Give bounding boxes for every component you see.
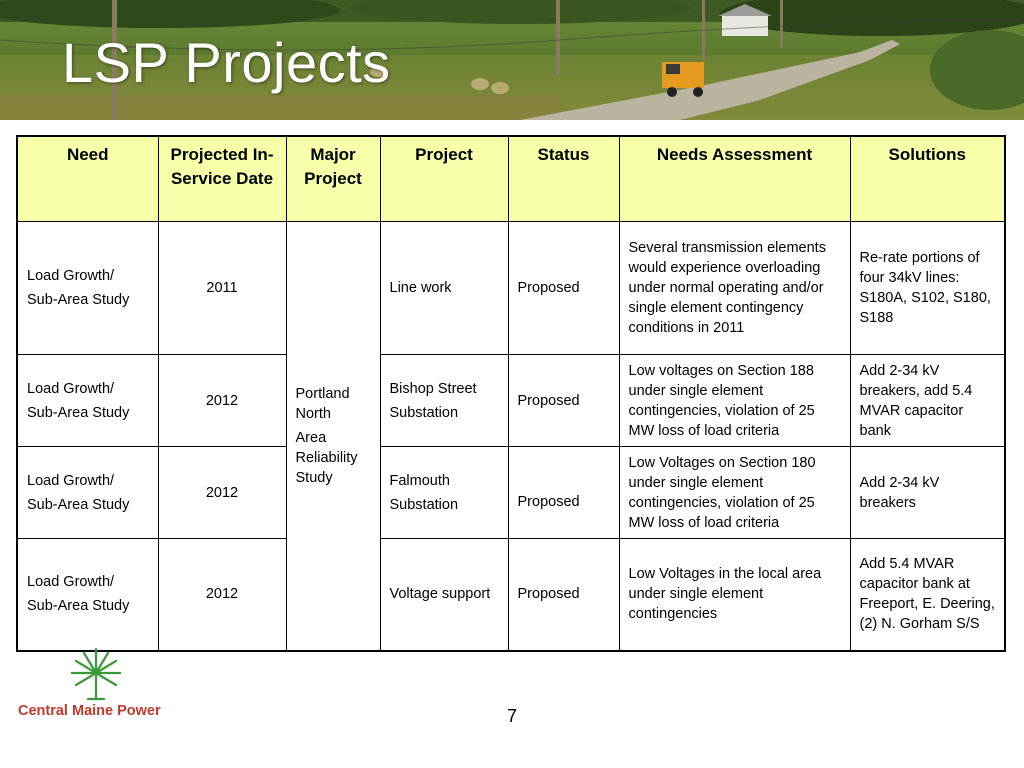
cell-project: [380, 539, 508, 651]
need-line2: Sub-Area Study: [27, 598, 130, 615]
need-line1: Load Growth/: [27, 574, 115, 591]
cell-needs-assessment: Low Voltages in the local area under single element contingencies: [619, 539, 850, 651]
cell-status: Proposed: [508, 539, 619, 651]
header-status: Status: [508, 136, 619, 222]
project-line1: Voltage support: [389, 586, 491, 603]
cell-project: [380, 447, 508, 539]
central-maine-power-logo: [18, 645, 183, 725]
cell-solutions: Add 2-34 kV breakers, add 5.4 MVAR capacitor bank: [850, 355, 1005, 447]
need-line2: Sub-Area Study: [27, 404, 130, 421]
cell-date: 2012: [158, 355, 286, 447]
cell-solutions: Re-rate portions of four 34kV lines: S180A, S102, S180, S188: [850, 222, 1005, 355]
need-line1: Load Growth/: [27, 472, 115, 489]
need-line1: Load Growth/: [27, 380, 115, 397]
cell-project: [380, 222, 508, 355]
cell-need: [17, 447, 158, 539]
cell-status: Proposed: [508, 222, 619, 355]
cell-solutions: Add 2-34 kV breakers: [850, 447, 1005, 539]
header-project: Project: [380, 136, 508, 222]
cell-major-project: [286, 222, 380, 651]
cell-project: [380, 355, 508, 447]
table-header-row: [17, 136, 1005, 222]
cell-date: 2011: [158, 222, 286, 355]
project-line1: Bishop Street: [389, 380, 477, 397]
cell-need: [17, 222, 158, 355]
cell-need: [17, 355, 158, 447]
cell-status: Proposed: [508, 355, 619, 447]
need-line2: Sub-Area Study: [27, 496, 130, 513]
cell-status: Proposed: [508, 447, 619, 539]
header-projected-date: Projected In-Service Date: [158, 136, 286, 222]
pine-tree-icon: [18, 645, 183, 703]
project-line2: Substation: [389, 496, 459, 513]
lsp-projects-table: [16, 135, 1006, 652]
logo-company-name: Central Maine Power: [18, 703, 161, 719]
cell-needs-assessment: Low Voltages on Section 180 under single element contingencies, violation of 25 MW loss of load criteria: [619, 447, 850, 539]
cell-need: [17, 539, 158, 651]
cell-date: 2012: [158, 447, 286, 539]
header-solutions: Solutions: [850, 136, 1005, 222]
need-line2: Sub-Area Study: [27, 292, 130, 308]
major-project-line1: Portland North: [295, 385, 350, 422]
cell-needs-assessment: Low voltages on Section 188 under single element contingencies, violation of 25 MW loss of load criteria: [619, 355, 850, 447]
header-need: Need: [17, 136, 158, 222]
table-row: [17, 355, 1005, 447]
project-line1: Line work: [389, 280, 452, 296]
slide-title: LSP Projects: [62, 31, 391, 94]
project-line2: Substation: [389, 404, 459, 421]
cell-solutions: Add 5.4 MVAR capacitor bank at Freeport, E. Deering, (2) N. Gorham S/S: [850, 539, 1005, 651]
cell-date: 2012: [158, 539, 286, 651]
need-line1: Load Growth/: [27, 268, 115, 284]
page-number: 7: [506, 706, 517, 726]
table-row: [17, 539, 1005, 651]
header-major-project: Major Project: [286, 136, 380, 222]
table-row: [17, 447, 1005, 539]
major-project-line2: Area Reliability Study: [295, 429, 358, 486]
project-line1: Falmouth: [389, 472, 450, 489]
cell-needs-assessment: Several transmission elements would experience overloading under normal operating and/or single element contingency conditions in 2011: [619, 222, 850, 355]
table-row: [17, 222, 1005, 355]
header-needs-assessment: Needs Assessment: [619, 136, 850, 222]
